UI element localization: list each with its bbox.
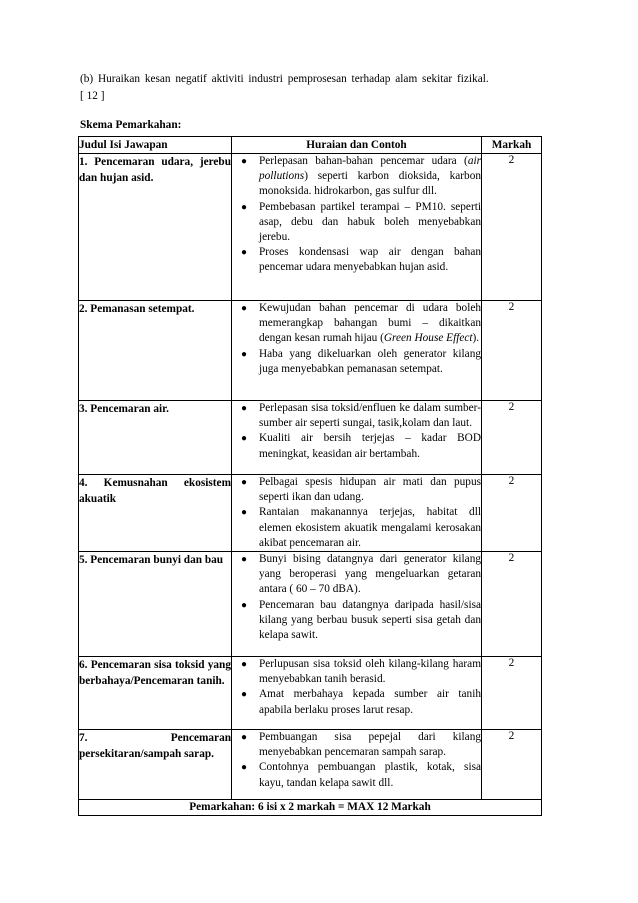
point-list — [232, 401, 481, 462]
total-text: Pemarkahan: 6 isi x 2 markah = MAX 12 Markah — [79, 800, 542, 816]
bullet-icon: ● — [241, 156, 248, 167]
list-item — [232, 598, 481, 644]
bullet-icon: ● — [241, 507, 248, 519]
row-title-cell — [79, 552, 232, 657]
row-title: 5. Pencemaran bunyi dan bau — [79, 554, 224, 567]
row-title: 4. Kemusnahan ekosistem akuatik — [79, 477, 231, 505]
header-mark: Markah — [482, 137, 542, 154]
row-title: 2. Pemanasan setempat. — [79, 303, 195, 315]
list-item — [232, 730, 481, 760]
point-text: Pembuangan sisa pepejal dari kilang menyebabkan pencemaran sampah sarap. — [259, 731, 481, 759]
row-title-cell — [79, 730, 232, 800]
row-mark: 2 — [482, 475, 542, 552]
row-description-cell — [232, 154, 482, 301]
row-title: 7. Pencemaran persekitaran/sampah sarap. — [79, 732, 231, 761]
row-mark: 2 — [482, 401, 542, 475]
bullet-icon: ● — [241, 201, 248, 213]
row-description-cell — [232, 301, 482, 401]
point-list — [232, 657, 481, 718]
row-description-cell — [232, 552, 482, 657]
question-block — [80, 71, 560, 105]
header-description: Huraian dan Contoh — [232, 137, 482, 154]
list-item — [232, 154, 481, 200]
marking-scheme-table — [78, 136, 542, 816]
bullet-icon: ● — [241, 554, 248, 566]
table-row — [79, 475, 542, 552]
row-mark: 2 — [482, 730, 542, 800]
point-text: Pencemaran bau datangnya daripada hasil/sisa kilang yang berbau busuk seperti sisa getah dan kelapa sawit. — [259, 598, 481, 642]
bullet-icon: ● — [241, 247, 248, 259]
row-description-cell — [232, 475, 482, 552]
list-item — [232, 200, 481, 246]
row-mark: 2 — [482, 657, 542, 730]
list-item — [232, 505, 481, 551]
table-row — [79, 657, 542, 730]
row-description-cell — [232, 730, 482, 800]
bullet-icon: ● — [241, 403, 248, 414]
point-text: Proses kondensasi wap air dengan bahan pencemar udara menyebabkan hujan asid. — [259, 246, 481, 274]
row-mark: 2 — [482, 301, 542, 401]
list-item — [232, 431, 481, 461]
bullet-icon: ● — [241, 659, 248, 671]
row-description-cell — [232, 657, 482, 730]
table-row — [79, 301, 542, 401]
table-row — [79, 552, 542, 657]
point-text: Contohnya pembuangan plastik, kotak, sisa kayu, tandan kelapa sawit dll. — [259, 761, 481, 789]
row-mark: 2 — [482, 154, 542, 301]
point-text: Pembebasan partikel terampai – PM10. seperti asap, debu dan habuk boleh menyebabkan jerebu. — [259, 200, 481, 244]
point-list — [232, 154, 481, 276]
table-row — [79, 730, 542, 800]
row-title-cell — [79, 154, 232, 301]
row-title-cell — [79, 657, 232, 730]
row-title-cell — [79, 301, 232, 401]
point-text: Bunyi bising datangnya dari generator kilang yang beroperasi yang mengeluarkan getaran antara ( 60 – 70 dBA). — [259, 553, 481, 596]
list-item — [232, 552, 481, 598]
row-title-cell — [79, 401, 232, 475]
table-row — [79, 401, 542, 475]
list-item — [232, 657, 481, 687]
point-list — [232, 475, 481, 551]
point-text: Pelbagai spesis hidupan air mati dan pupus seperti ikan dan udang. — [259, 476, 481, 504]
point-list — [232, 730, 481, 791]
list-item — [232, 401, 481, 431]
question-marks: [ 12 ] — [80, 90, 105, 102]
question-text: (b) Huraikan kesan negatif aktiviti industri pemprosesan terhadap alam sekitar fizikal. — [80, 73, 489, 85]
point-text: Haba yang dikeluarkan oleh generator kilang juga menyebabkan pemanasan setempat. — [259, 347, 481, 375]
bullet-icon: ● — [241, 303, 248, 314]
bullet-icon: ● — [241, 762, 248, 774]
row-title: 6. Pencemaran sisa toksid yang berbahaya/Pencemaran tanih. — [79, 659, 231, 688]
point-text: Perlepasan sisa toksid/enfluen ke dalam sumber-sumber air seperti sungai, tasik,kolam dan laut. — [259, 402, 481, 430]
header-title: Judul Isi Jawapan — [79, 137, 232, 154]
bullet-icon: ● — [241, 732, 248, 744]
bullet-icon: ● — [241, 599, 248, 611]
row-title: 3. Pencemaran air. — [79, 403, 169, 415]
total-row — [79, 800, 542, 816]
list-item — [232, 760, 481, 790]
bullet-icon: ● — [241, 433, 248, 445]
list-item — [232, 347, 481, 377]
list-item — [232, 687, 481, 717]
point-list — [232, 552, 481, 643]
point-list — [232, 301, 481, 377]
row-mark: 2 — [482, 552, 542, 657]
bullet-icon: ● — [241, 477, 248, 488]
bullet-icon: ● — [241, 689, 248, 701]
table-header-row — [79, 137, 542, 154]
point-text: Amat merbahaya kepada sumber air tanih apabila berlaku proses larut resap. — [259, 688, 481, 716]
point-text: Kewujudan bahan pencemar di udara boleh memerangkap bahangan bumi – dikaitkan dengan kesan rumah hijau (Green House Effect). — [259, 302, 481, 345]
row-description-cell — [232, 401, 482, 475]
point-text: Kualiti air bersih terjejas – kadar BOD meningkat, keasidan air bertambah. — [259, 432, 481, 460]
scheme-heading: Skema Pemarkahan: — [80, 119, 182, 131]
table-row — [79, 154, 542, 301]
row-title: 1. Pencemaran udara, jerebu dan hujan asid. — [79, 156, 231, 184]
point-text: Perlupusan sisa toksid oleh kilang-kilang haram menyebabkan tanih berasid. — [259, 658, 481, 686]
bullet-icon: ● — [241, 348, 248, 360]
list-item — [232, 301, 481, 347]
row-title-cell — [79, 475, 232, 552]
list-item — [232, 245, 481, 275]
list-item — [232, 475, 481, 505]
point-text: Perlepasan bahan-bahan pencemar udara (air pollutions) seperti karbon dioksida, karbon monoksida. hidrokarbon, gas sulfur dll. — [259, 155, 481, 198]
point-text: Rantaian makanannya terjejas, habitat dll elemen ekosistem akuatik mengalami kerosakan akibat pencemaran air. — [259, 506, 481, 549]
